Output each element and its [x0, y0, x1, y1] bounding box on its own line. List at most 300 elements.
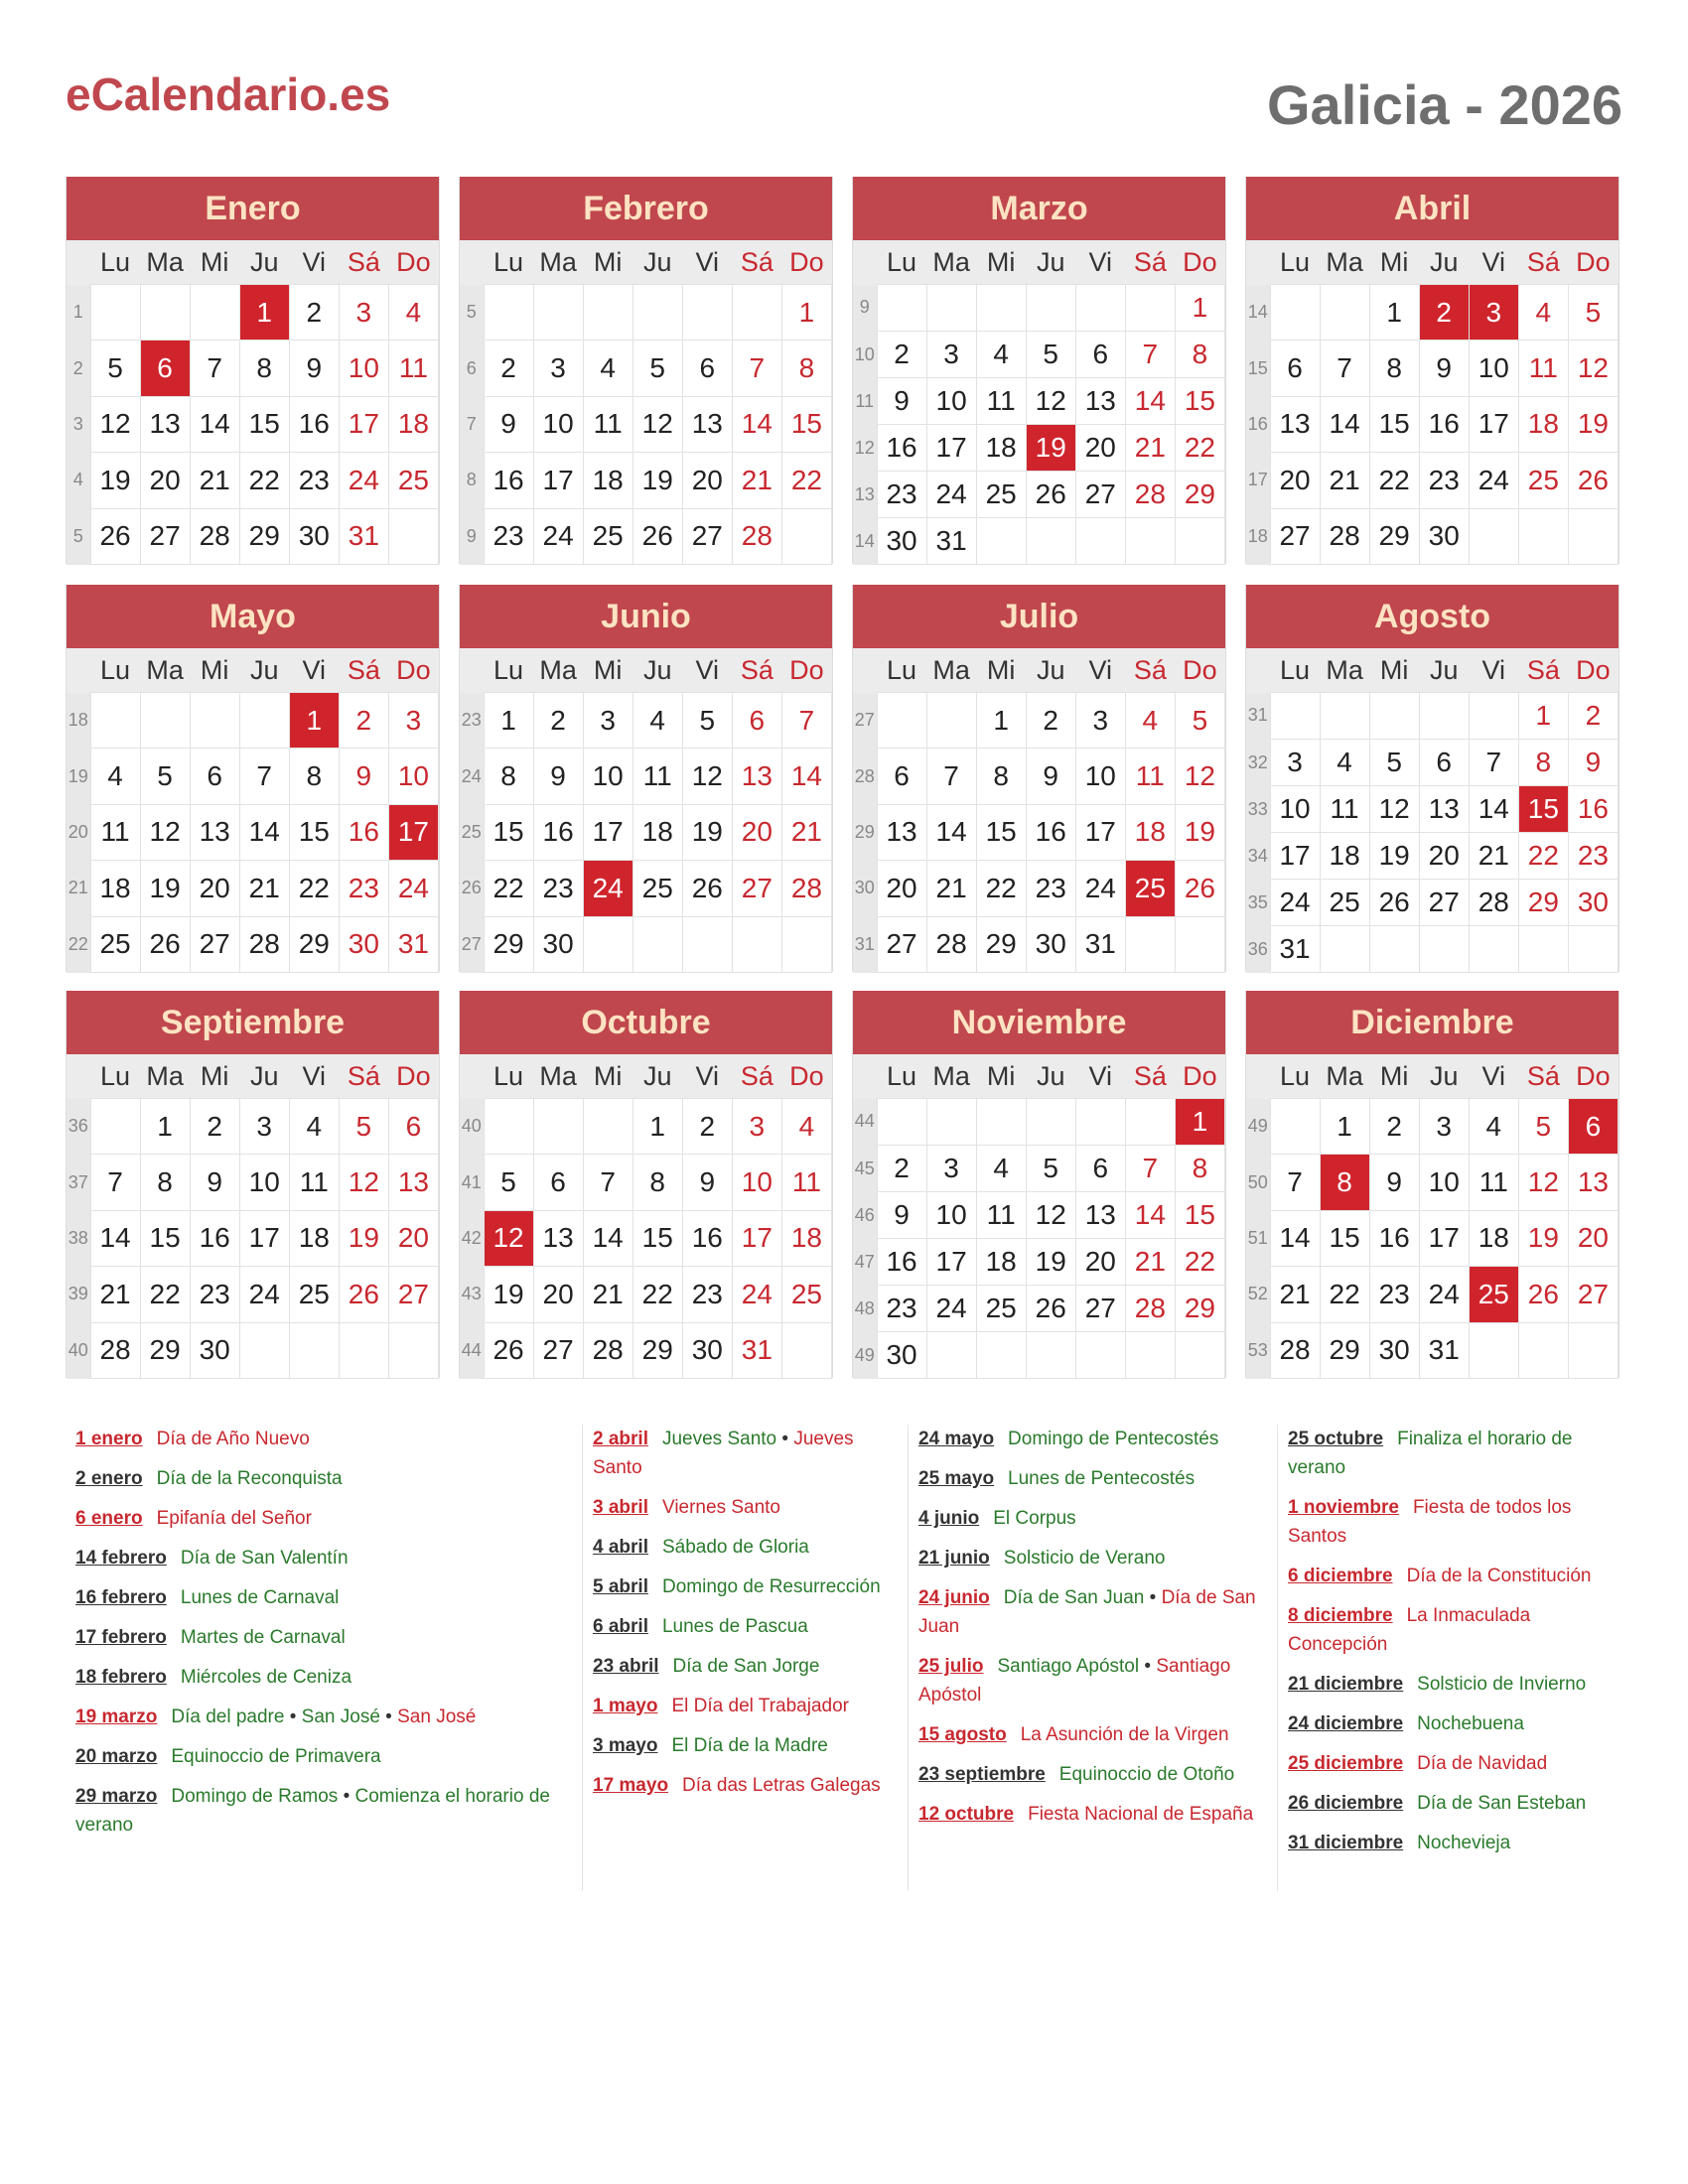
day-cell[interactable]: 20 — [190, 861, 239, 916]
day-cell[interactable]: 9 — [289, 341, 339, 396]
day-cell[interactable]: 13 — [140, 396, 190, 452]
day-cell[interactable]: 5 — [140, 749, 190, 804]
day-cell[interactable]: 4 — [1469, 1099, 1518, 1155]
day-cell[interactable]: 17 — [339, 396, 388, 452]
day-cell[interactable]: 29 — [1175, 472, 1224, 518]
day-cell[interactable]: 27 — [140, 508, 190, 564]
day-cell[interactable]: 27 — [388, 1267, 438, 1322]
day-cell[interactable]: 11 — [1469, 1155, 1518, 1210]
day-cell[interactable]: 16 — [877, 1239, 926, 1286]
day-cell[interactable]: 10 — [533, 396, 583, 452]
day-cell[interactable]: 22 — [1320, 1267, 1369, 1322]
day-cell[interactable]: 22 — [1175, 1239, 1224, 1286]
day-cell[interactable]: 30 — [289, 508, 339, 564]
day-cell[interactable]: 23 — [1568, 833, 1618, 880]
holiday-date[interactable]: 8 diciembre — [1288, 1605, 1393, 1626]
day-cell[interactable]: 24 — [926, 472, 976, 518]
day-cell[interactable]: 13 — [1270, 396, 1320, 452]
day-cell[interactable]: 21 — [1125, 425, 1175, 472]
day-cell[interactable]: 14 — [239, 804, 289, 860]
day-cell[interactable]: 12 — [1175, 749, 1224, 804]
day-cell[interactable]: 31 — [1075, 916, 1125, 972]
day-cell[interactable]: 2 — [484, 341, 533, 396]
day-cell[interactable]: 16 — [190, 1210, 239, 1266]
holiday-day-cell[interactable]: 3 — [1469, 285, 1518, 341]
day-cell[interactable]: 26 — [90, 508, 140, 564]
day-cell[interactable]: 30 — [877, 1332, 926, 1379]
day-cell[interactable]: 6 — [1075, 332, 1125, 378]
day-cell[interactable]: 5 — [90, 341, 140, 396]
day-cell[interactable]: 22 — [484, 861, 533, 916]
day-cell[interactable]: 3 — [1270, 740, 1320, 786]
day-cell[interactable]: 15 — [484, 804, 533, 860]
day-cell[interactable]: 9 — [1419, 341, 1469, 396]
day-cell[interactable]: 18 — [976, 1239, 1026, 1286]
day-cell[interactable]: 7 — [1270, 1155, 1320, 1210]
day-cell[interactable]: 17 — [926, 1239, 976, 1286]
day-cell[interactable]: 18 — [1320, 833, 1369, 880]
day-cell[interactable]: 20 — [877, 861, 926, 916]
day-cell[interactable]: 12 — [1518, 1155, 1568, 1210]
holiday-date[interactable]: 15 agosto — [918, 1724, 1007, 1745]
day-cell[interactable]: 27 — [1075, 472, 1125, 518]
day-cell[interactable]: 25 — [289, 1267, 339, 1322]
day-cell[interactable]: 19 — [140, 861, 190, 916]
day-cell[interactable]: 12 — [140, 804, 190, 860]
day-cell[interactable]: 21 — [732, 453, 781, 508]
day-cell[interactable]: 31 — [339, 508, 388, 564]
day-cell[interactable]: 30 — [1568, 880, 1618, 926]
day-cell[interactable]: 23 — [1369, 1267, 1419, 1322]
day-cell[interactable]: 1 — [484, 693, 533, 749]
day-cell[interactable]: 14 — [190, 396, 239, 452]
day-cell[interactable]: 30 — [339, 916, 388, 972]
day-cell[interactable]: 17 — [239, 1210, 289, 1266]
day-cell[interactable]: 3 — [1075, 693, 1125, 749]
day-cell[interactable]: 10 — [926, 1192, 976, 1239]
holiday-date[interactable]: 4 junio — [918, 1508, 980, 1529]
holiday-date[interactable]: 14 febrero — [75, 1548, 167, 1569]
day-cell[interactable]: 24 — [1270, 880, 1320, 926]
day-cell[interactable]: 23 — [339, 861, 388, 916]
day-cell[interactable]: 7 — [90, 1155, 140, 1210]
day-cell[interactable]: 14 — [1270, 1210, 1320, 1266]
day-cell[interactable]: 26 — [339, 1267, 388, 1322]
day-cell[interactable]: 29 — [1518, 880, 1568, 926]
day-cell[interactable]: 22 — [1369, 453, 1419, 508]
day-cell[interactable]: 26 — [140, 916, 190, 972]
holiday-day-cell[interactable]: 1 — [239, 285, 289, 341]
day-cell[interactable]: 22 — [239, 453, 289, 508]
day-cell[interactable]: 20 — [533, 1267, 583, 1322]
day-cell[interactable]: 10 — [583, 749, 633, 804]
day-cell[interactable]: 9 — [484, 396, 533, 452]
day-cell[interactable]: 19 — [90, 453, 140, 508]
day-cell[interactable]: 14 — [781, 749, 831, 804]
day-cell[interactable]: 21 — [1270, 1267, 1320, 1322]
day-cell[interactable]: 22 — [1518, 833, 1568, 880]
day-cell[interactable]: 25 — [388, 453, 438, 508]
day-cell[interactable]: 11 — [1320, 786, 1369, 833]
day-cell[interactable]: 30 — [190, 1322, 239, 1378]
day-cell[interactable]: 7 — [781, 693, 831, 749]
day-cell[interactable]: 3 — [926, 1146, 976, 1192]
day-cell[interactable]: 16 — [1026, 804, 1075, 860]
day-cell[interactable]: 6 — [1075, 1146, 1125, 1192]
day-cell[interactable]: 25 — [90, 916, 140, 972]
day-cell[interactable]: 13 — [190, 804, 239, 860]
day-cell[interactable]: 12 — [339, 1155, 388, 1210]
day-cell[interactable]: 28 — [1469, 880, 1518, 926]
day-cell[interactable]: 2 — [339, 693, 388, 749]
day-cell[interactable]: 18 — [1518, 396, 1568, 452]
holiday-date[interactable]: 31 diciembre — [1288, 1833, 1404, 1853]
day-cell[interactable]: 28 — [926, 916, 976, 972]
holiday-day-cell[interactable]: 1 — [1175, 1099, 1224, 1146]
day-cell[interactable]: 12 — [633, 396, 682, 452]
day-cell[interactable]: 5 — [339, 1099, 388, 1155]
day-cell[interactable]: 1 — [1175, 285, 1224, 332]
day-cell[interactable]: 19 — [682, 804, 732, 860]
holiday-date[interactable]: 25 julio — [918, 1656, 984, 1677]
day-cell[interactable]: 24 — [1075, 861, 1125, 916]
day-cell[interactable]: 14 — [1469, 786, 1518, 833]
day-cell[interactable]: 24 — [339, 453, 388, 508]
day-cell[interactable]: 9 — [1026, 749, 1075, 804]
day-cell[interactable]: 15 — [1175, 1192, 1224, 1239]
day-cell[interactable]: 29 — [1320, 1322, 1369, 1378]
day-cell[interactable]: 21 — [90, 1267, 140, 1322]
holiday-date[interactable]: 19 marzo — [75, 1706, 158, 1727]
day-cell[interactable]: 5 — [1026, 1146, 1075, 1192]
day-cell[interactable]: 12 — [1369, 786, 1419, 833]
day-cell[interactable]: 4 — [976, 1146, 1026, 1192]
day-cell[interactable]: 31 — [1419, 1322, 1469, 1378]
holiday-day-cell[interactable]: 17 — [388, 804, 438, 860]
day-cell[interactable]: 29 — [484, 916, 533, 972]
day-cell[interactable]: 8 — [976, 749, 1026, 804]
day-cell[interactable]: 7 — [1125, 1146, 1175, 1192]
holiday-day-cell[interactable]: 2 — [1419, 285, 1469, 341]
day-cell[interactable]: 30 — [682, 1322, 732, 1378]
day-cell[interactable]: 26 — [682, 861, 732, 916]
day-cell[interactable]: 15 — [140, 1210, 190, 1266]
day-cell[interactable]: 13 — [1419, 786, 1469, 833]
day-cell[interactable]: 28 — [781, 861, 831, 916]
day-cell[interactable]: 3 — [926, 332, 976, 378]
day-cell[interactable]: 31 — [388, 916, 438, 972]
day-cell[interactable]: 21 — [781, 804, 831, 860]
holiday-day-cell[interactable]: 8 — [1320, 1155, 1369, 1210]
holiday-date[interactable]: 24 junio — [918, 1587, 990, 1608]
day-cell[interactable]: 1 — [140, 1099, 190, 1155]
day-cell[interactable]: 28 — [732, 508, 781, 564]
day-cell[interactable]: 20 — [140, 453, 190, 508]
day-cell[interactable]: 20 — [1075, 425, 1125, 472]
holiday-date[interactable]: 6 diciembre — [1288, 1566, 1393, 1586]
holiday-day-cell[interactable]: 19 — [1026, 425, 1075, 472]
day-cell[interactable]: 16 — [484, 453, 533, 508]
day-cell[interactable]: 18 — [633, 804, 682, 860]
day-cell[interactable]: 7 — [190, 341, 239, 396]
day-cell[interactable]: 8 — [239, 341, 289, 396]
day-cell[interactable]: 21 — [583, 1267, 633, 1322]
day-cell[interactable]: 4 — [633, 693, 682, 749]
day-cell[interactable]: 14 — [1125, 378, 1175, 425]
holiday-date[interactable]: 3 mayo — [593, 1735, 658, 1756]
day-cell[interactable]: 22 — [633, 1267, 682, 1322]
day-cell[interactable]: 8 — [1175, 1146, 1224, 1192]
day-cell[interactable]: 24 — [1419, 1267, 1469, 1322]
day-cell[interactable]: 7 — [583, 1155, 633, 1210]
day-cell[interactable]: 13 — [1075, 378, 1125, 425]
day-cell[interactable]: 20 — [1568, 1210, 1618, 1266]
day-cell[interactable]: 20 — [682, 453, 732, 508]
day-cell[interactable]: 19 — [633, 453, 682, 508]
day-cell[interactable]: 8 — [1518, 740, 1568, 786]
holiday-date[interactable]: 24 diciembre — [1288, 1713, 1404, 1734]
holiday-date[interactable]: 25 diciembre — [1288, 1753, 1404, 1774]
day-cell[interactable]: 30 — [1026, 916, 1075, 972]
day-cell[interactable]: 24 — [388, 861, 438, 916]
day-cell[interactable]: 1 — [1369, 285, 1419, 341]
day-cell[interactable]: 6 — [877, 749, 926, 804]
day-cell[interactable]: 22 — [289, 861, 339, 916]
holiday-day-cell[interactable]: 1 — [289, 693, 339, 749]
day-cell[interactable]: 23 — [1419, 453, 1469, 508]
holiday-date[interactable]: 3 abril — [593, 1497, 648, 1518]
day-cell[interactable]: 5 — [1369, 740, 1419, 786]
day-cell[interactable]: 18 — [976, 425, 1026, 472]
day-cell[interactable]: 4 — [1518, 285, 1568, 341]
day-cell[interactable]: 10 — [339, 341, 388, 396]
day-cell[interactable]: 29 — [976, 916, 1026, 972]
day-cell[interactable]: 29 — [633, 1322, 682, 1378]
holiday-date[interactable]: 23 septiembre — [918, 1764, 1046, 1785]
day-cell[interactable]: 31 — [1270, 926, 1320, 973]
day-cell[interactable]: 31 — [732, 1322, 781, 1378]
day-cell[interactable]: 27 — [1568, 1267, 1618, 1322]
day-cell[interactable]: 4 — [388, 285, 438, 341]
day-cell[interactable]: 4 — [289, 1099, 339, 1155]
day-cell[interactable]: 11 — [781, 1155, 831, 1210]
holiday-date[interactable]: 1 mayo — [593, 1696, 658, 1716]
day-cell[interactable]: 13 — [533, 1210, 583, 1266]
holiday-date[interactable]: 21 diciembre — [1288, 1674, 1404, 1695]
day-cell[interactable]: 5 — [633, 341, 682, 396]
holiday-date[interactable]: 24 mayo — [918, 1429, 995, 1449]
day-cell[interactable]: 29 — [239, 508, 289, 564]
day-cell[interactable]: 5 — [1175, 693, 1224, 749]
day-cell[interactable]: 28 — [90, 1322, 140, 1378]
day-cell[interactable]: 2 — [1369, 1099, 1419, 1155]
day-cell[interactable]: 27 — [190, 916, 239, 972]
day-cell[interactable]: 8 — [140, 1155, 190, 1210]
day-cell[interactable]: 11 — [90, 804, 140, 860]
day-cell[interactable]: 3 — [339, 285, 388, 341]
day-cell[interactable]: 25 — [781, 1267, 831, 1322]
day-cell[interactable]: 3 — [583, 693, 633, 749]
day-cell[interactable]: 26 — [1369, 880, 1419, 926]
day-cell[interactable]: 20 — [732, 804, 781, 860]
day-cell[interactable]: 31 — [926, 518, 976, 565]
day-cell[interactable]: 30 — [533, 916, 583, 972]
day-cell[interactable]: 16 — [1568, 786, 1618, 833]
day-cell[interactable]: 19 — [339, 1210, 388, 1266]
day-cell[interactable]: 2 — [1026, 693, 1075, 749]
day-cell[interactable]: 27 — [732, 861, 781, 916]
day-cell[interactable]: 26 — [1518, 1267, 1568, 1322]
day-cell[interactable]: 11 — [976, 378, 1026, 425]
day-cell[interactable]: 7 — [926, 749, 976, 804]
day-cell[interactable]: 22 — [976, 861, 1026, 916]
day-cell[interactable]: 29 — [289, 916, 339, 972]
holiday-day-cell[interactable]: 15 — [1518, 786, 1568, 833]
day-cell[interactable]: 28 — [1125, 1286, 1175, 1332]
day-cell[interactable]: 19 — [484, 1267, 533, 1322]
day-cell[interactable]: 28 — [583, 1322, 633, 1378]
day-cell[interactable]: 23 — [877, 1286, 926, 1332]
day-cell[interactable]: 25 — [976, 472, 1026, 518]
holiday-date[interactable]: 21 junio — [918, 1548, 990, 1569]
day-cell[interactable]: 15 — [633, 1210, 682, 1266]
day-cell[interactable]: 16 — [1419, 396, 1469, 452]
day-cell[interactable]: 2 — [877, 1146, 926, 1192]
day-cell[interactable]: 6 — [388, 1099, 438, 1155]
day-cell[interactable]: 29 — [1369, 508, 1419, 564]
day-cell[interactable]: 27 — [1419, 880, 1469, 926]
day-cell[interactable]: 18 — [1125, 804, 1175, 860]
day-cell[interactable]: 19 — [1369, 833, 1419, 880]
day-cell[interactable]: 12 — [1026, 1192, 1075, 1239]
day-cell[interactable]: 8 — [289, 749, 339, 804]
day-cell[interactable]: 23 — [289, 453, 339, 508]
holiday-date[interactable]: 5 abril — [593, 1576, 648, 1597]
holiday-date[interactable]: 29 marzo — [75, 1786, 158, 1807]
holiday-day-cell[interactable]: 6 — [140, 341, 190, 396]
day-cell[interactable]: 18 — [289, 1210, 339, 1266]
day-cell[interactable]: 14 — [926, 804, 976, 860]
day-cell[interactable]: 21 — [239, 861, 289, 916]
day-cell[interactable]: 13 — [1568, 1155, 1618, 1210]
day-cell[interactable]: 3 — [732, 1099, 781, 1155]
day-cell[interactable]: 20 — [1075, 1239, 1125, 1286]
day-cell[interactable]: 14 — [1125, 1192, 1175, 1239]
day-cell[interactable]: 15 — [1369, 396, 1419, 452]
holiday-date[interactable]: 6 enero — [75, 1508, 143, 1529]
day-cell[interactable]: 6 — [1270, 341, 1320, 396]
day-cell[interactable]: 1 — [1320, 1099, 1369, 1155]
day-cell[interactable]: 18 — [583, 453, 633, 508]
day-cell[interactable]: 22 — [781, 453, 831, 508]
day-cell[interactable]: 2 — [1568, 693, 1618, 740]
day-cell[interactable]: 28 — [190, 508, 239, 564]
day-cell[interactable]: 16 — [339, 804, 388, 860]
day-cell[interactable]: 8 — [633, 1155, 682, 1210]
day-cell[interactable]: 24 — [239, 1267, 289, 1322]
day-cell[interactable]: 15 — [239, 396, 289, 452]
day-cell[interactable]: 13 — [388, 1155, 438, 1210]
day-cell[interactable]: 9 — [190, 1155, 239, 1210]
day-cell[interactable]: 25 — [976, 1286, 1026, 1332]
day-cell[interactable]: 12 — [1026, 378, 1075, 425]
day-cell[interactable]: 28 — [1320, 508, 1369, 564]
day-cell[interactable]: 16 — [1369, 1210, 1419, 1266]
day-cell[interactable]: 9 — [1369, 1155, 1419, 1210]
day-cell[interactable]: 24 — [926, 1286, 976, 1332]
day-cell[interactable]: 12 — [1568, 341, 1618, 396]
day-cell[interactable]: 17 — [583, 804, 633, 860]
day-cell[interactable]: 8 — [781, 341, 831, 396]
day-cell[interactable]: 1 — [781, 285, 831, 341]
day-cell[interactable]: 4 — [583, 341, 633, 396]
day-cell[interactable]: 26 — [1568, 453, 1618, 508]
day-cell[interactable]: 7 — [239, 749, 289, 804]
day-cell[interactable]: 4 — [1320, 740, 1369, 786]
day-cell[interactable]: 15 — [1320, 1210, 1369, 1266]
day-cell[interactable]: 9 — [533, 749, 583, 804]
day-cell[interactable]: 4 — [781, 1099, 831, 1155]
day-cell[interactable]: 6 — [682, 341, 732, 396]
day-cell[interactable]: 5 — [682, 693, 732, 749]
day-cell[interactable]: 27 — [1075, 1286, 1125, 1332]
day-cell[interactable]: 11 — [976, 1192, 1026, 1239]
day-cell[interactable]: 21 — [1125, 1239, 1175, 1286]
day-cell[interactable]: 10 — [926, 378, 976, 425]
day-cell[interactable]: 27 — [533, 1322, 583, 1378]
day-cell[interactable]: 15 — [1175, 378, 1224, 425]
day-cell[interactable]: 10 — [1419, 1155, 1469, 1210]
day-cell[interactable]: 11 — [388, 341, 438, 396]
day-cell[interactable]: 3 — [1419, 1099, 1469, 1155]
holiday-date[interactable]: 12 octubre — [918, 1804, 1015, 1825]
day-cell[interactable]: 23 — [877, 472, 926, 518]
day-cell[interactable]: 2 — [877, 332, 926, 378]
day-cell[interactable]: 21 — [1469, 833, 1518, 880]
day-cell[interactable]: 14 — [732, 396, 781, 452]
day-cell[interactable]: 6 — [732, 693, 781, 749]
day-cell[interactable]: 20 — [1419, 833, 1469, 880]
day-cell[interactable]: 19 — [1568, 396, 1618, 452]
day-cell[interactable]: 18 — [90, 861, 140, 916]
day-cell[interactable]: 17 — [1419, 1210, 1469, 1266]
day-cell[interactable]: 26 — [633, 508, 682, 564]
day-cell[interactable]: 1 — [1518, 693, 1568, 740]
day-cell[interactable]: 11 — [1518, 341, 1568, 396]
day-cell[interactable]: 25 — [583, 508, 633, 564]
day-cell[interactable]: 30 — [1369, 1322, 1419, 1378]
day-cell[interactable]: 7 — [1320, 341, 1369, 396]
day-cell[interactable]: 21 — [190, 453, 239, 508]
holiday-date[interactable]: 25 octubre — [1288, 1429, 1384, 1449]
day-cell[interactable]: 16 — [289, 396, 339, 452]
day-cell[interactable]: 26 — [1026, 1286, 1075, 1332]
holiday-day-cell[interactable]: 24 — [583, 861, 633, 916]
day-cell[interactable]: 11 — [633, 749, 682, 804]
day-cell[interactable]: 23 — [682, 1267, 732, 1322]
holiday-date[interactable]: 26 diciembre — [1288, 1793, 1404, 1814]
day-cell[interactable]: 23 — [484, 508, 533, 564]
day-cell[interactable]: 8 — [1369, 341, 1419, 396]
holiday-date[interactable]: 20 marzo — [75, 1746, 158, 1767]
day-cell[interactable]: 25 — [633, 861, 682, 916]
day-cell[interactable]: 28 — [1270, 1322, 1320, 1378]
day-cell[interactable]: 30 — [877, 518, 926, 565]
day-cell[interactable]: 15 — [289, 804, 339, 860]
day-cell[interactable]: 28 — [239, 916, 289, 972]
day-cell[interactable]: 13 — [877, 804, 926, 860]
day-cell[interactable]: 11 — [583, 396, 633, 452]
